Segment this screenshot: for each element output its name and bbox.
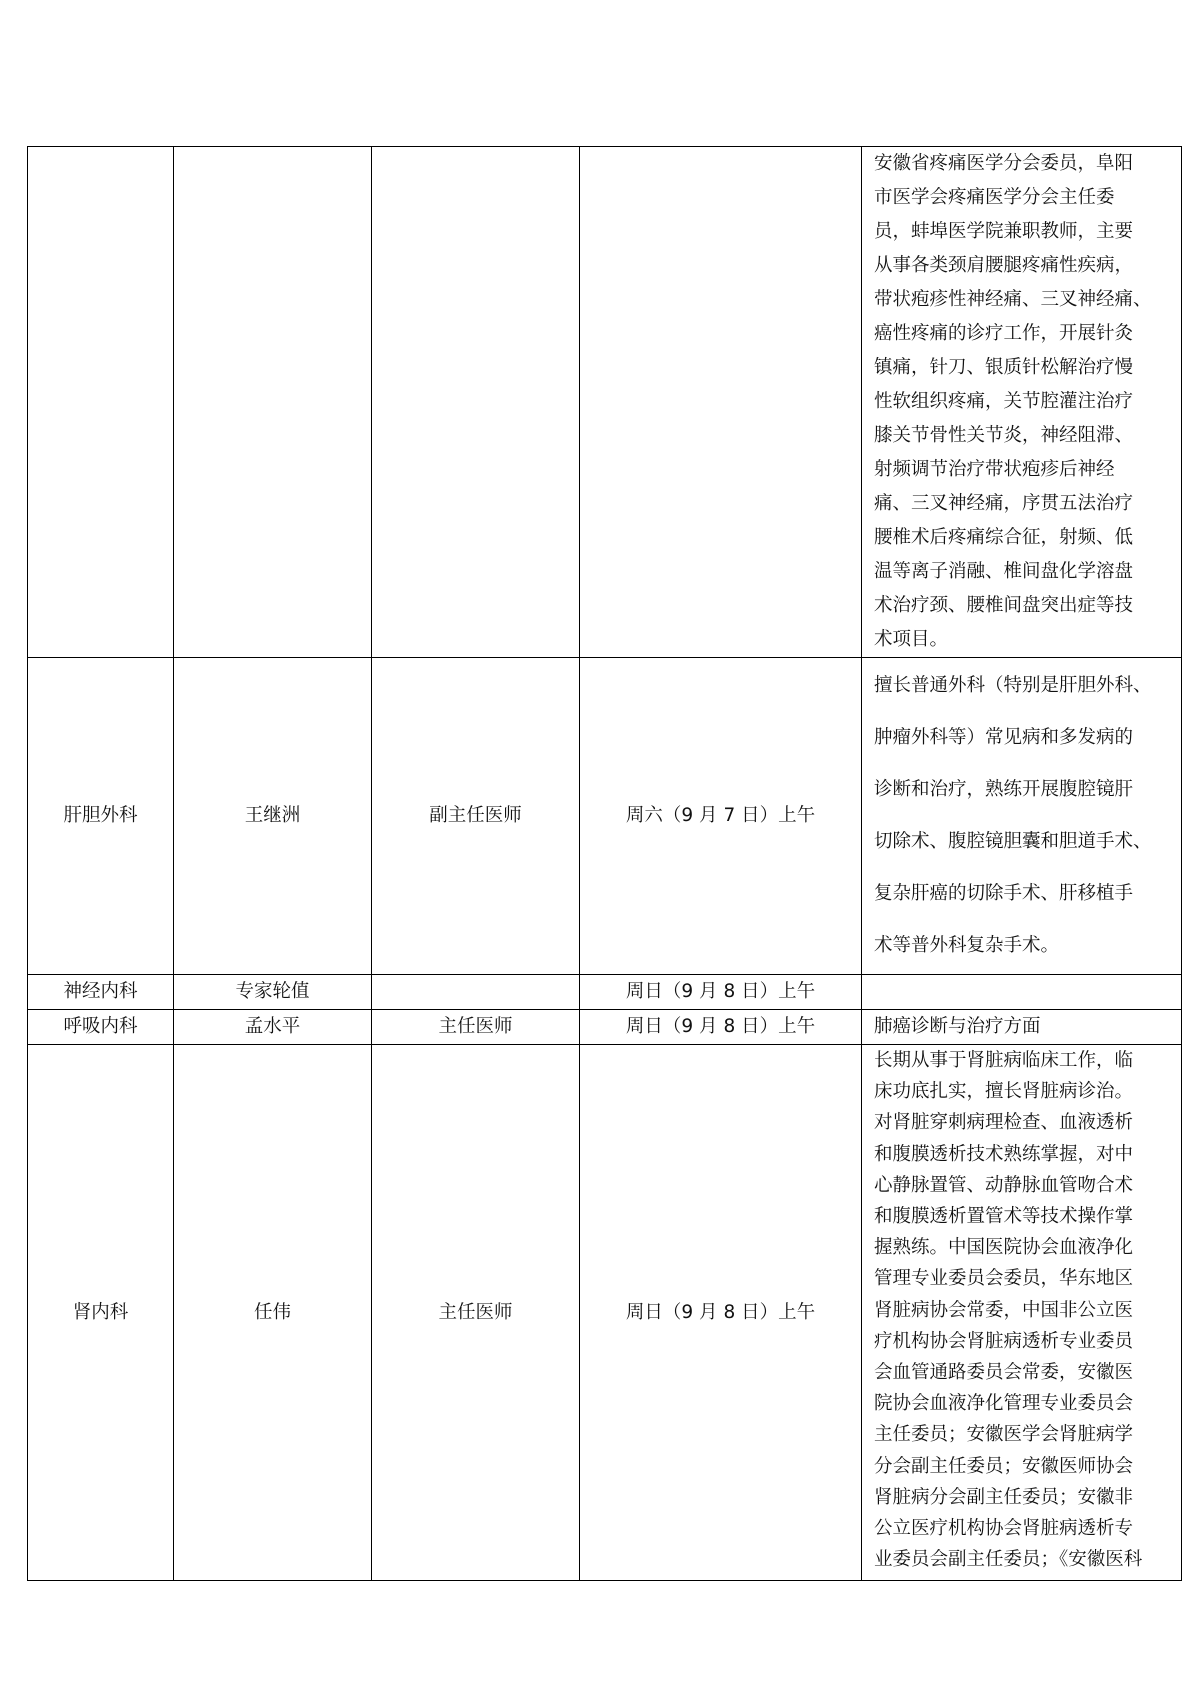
schedule-cell xyxy=(580,147,862,658)
doctor-cell: 王继洲 xyxy=(174,658,372,975)
department-cell: 呼吸内科 xyxy=(28,1010,174,1045)
table-row xyxy=(28,658,1182,975)
specialty-cell: 肺癌诊断与治疗方面 xyxy=(862,1010,1182,1045)
department-cell xyxy=(28,147,174,658)
title-cell: 主任医师 xyxy=(372,1010,580,1045)
table-row xyxy=(28,1010,1182,1045)
table-row xyxy=(28,1045,1182,1581)
department-cell: 肾内科 xyxy=(28,1045,174,1581)
department-cell: 肝胆外科 xyxy=(28,658,174,975)
specialty-cell xyxy=(862,975,1182,1010)
schedule-cell: 周六（9 月 7 日）上午 xyxy=(580,658,862,975)
schedule-cell: 周日（9 月 8 日）上午 xyxy=(580,1045,862,1581)
table-row xyxy=(28,147,1182,658)
doctor-cell xyxy=(174,147,372,658)
specialty-cell: 长期从事于肾脏病临床工作，临 床功底扎实，擅长肾脏病诊治。 对肾脏穿刺病理检查、血液透析 和腹膜透析技术熟练掌握，对中 心静脉置管、动静脉血管吻合术 和腹膜透析置管术等技术操作掌 握熟练。中国医院协会血液净化 管理专业委员会委员，华东地区 肾脏病协会常委，中国非公立医 疗机构协会肾脏病透析专业委员 会血管通路委员会常委，安徽医 院协会血液净化管理专业委员会 主任委员；安徽医学会肾脏病学 分会副主任委员；安徽医师协会 肾脏病分会副主任委员；安徽非 公立医疗机构协会肾脏病透析专 业委员会副主任委员；《安徽医科 xyxy=(862,1045,1182,1581)
doctor-cell: 任伟 xyxy=(174,1045,372,1581)
doctor-schedule-table xyxy=(27,146,1182,1581)
department-cell: 神经内科 xyxy=(28,975,174,1010)
schedule-cell: 周日（9 月 8 日）上午 xyxy=(580,975,862,1010)
schedule-cell: 周日（9 月 8 日）上午 xyxy=(580,1010,862,1045)
title-cell xyxy=(372,147,580,658)
specialty-cell: 擅长普通外科（特别是肝胆外科、 肿瘤外科等）常见病和多发病的 诊断和治疗，熟练开展腹腔镜肝 切除术、腹腔镜胆囊和胆道手术、 复杂肝癌的切除手术、肝移植手 术等普外科复杂手术。 xyxy=(862,658,1182,975)
doctor-cell: 孟水平 xyxy=(174,1010,372,1045)
table-row xyxy=(28,975,1182,1010)
title-cell: 副主任医师 xyxy=(372,658,580,975)
title-cell: 主任医师 xyxy=(372,1045,580,1581)
title-cell xyxy=(372,975,580,1010)
doctor-cell: 专家轮值 xyxy=(174,975,372,1010)
specialty-cell: 安徽省疼痛医学分会委员，阜阳 市医学会疼痛医学分会主任委 员，蚌埠医学院兼职教师，主要 从事各类颈肩腰腿疼痛性疾病， 带状疱疹性神经痛、三叉神经痛、 癌性疼痛的诊疗工作，开展针灸 镇痛，针刀、银质针松解治疗慢 性软组织疼痛，关节腔灌注治疗 膝关节骨性关节炎，神经阻滞、 射频调节治疗带状疱疹后神经 痛、三叉神经痛，序贯五法治疗 腰椎术后疼痛综合征，射频、低 温等离子消融、椎间盘化学溶盘 术治疗颈、腰椎间盘突出症等技 术项目。 xyxy=(862,147,1182,658)
